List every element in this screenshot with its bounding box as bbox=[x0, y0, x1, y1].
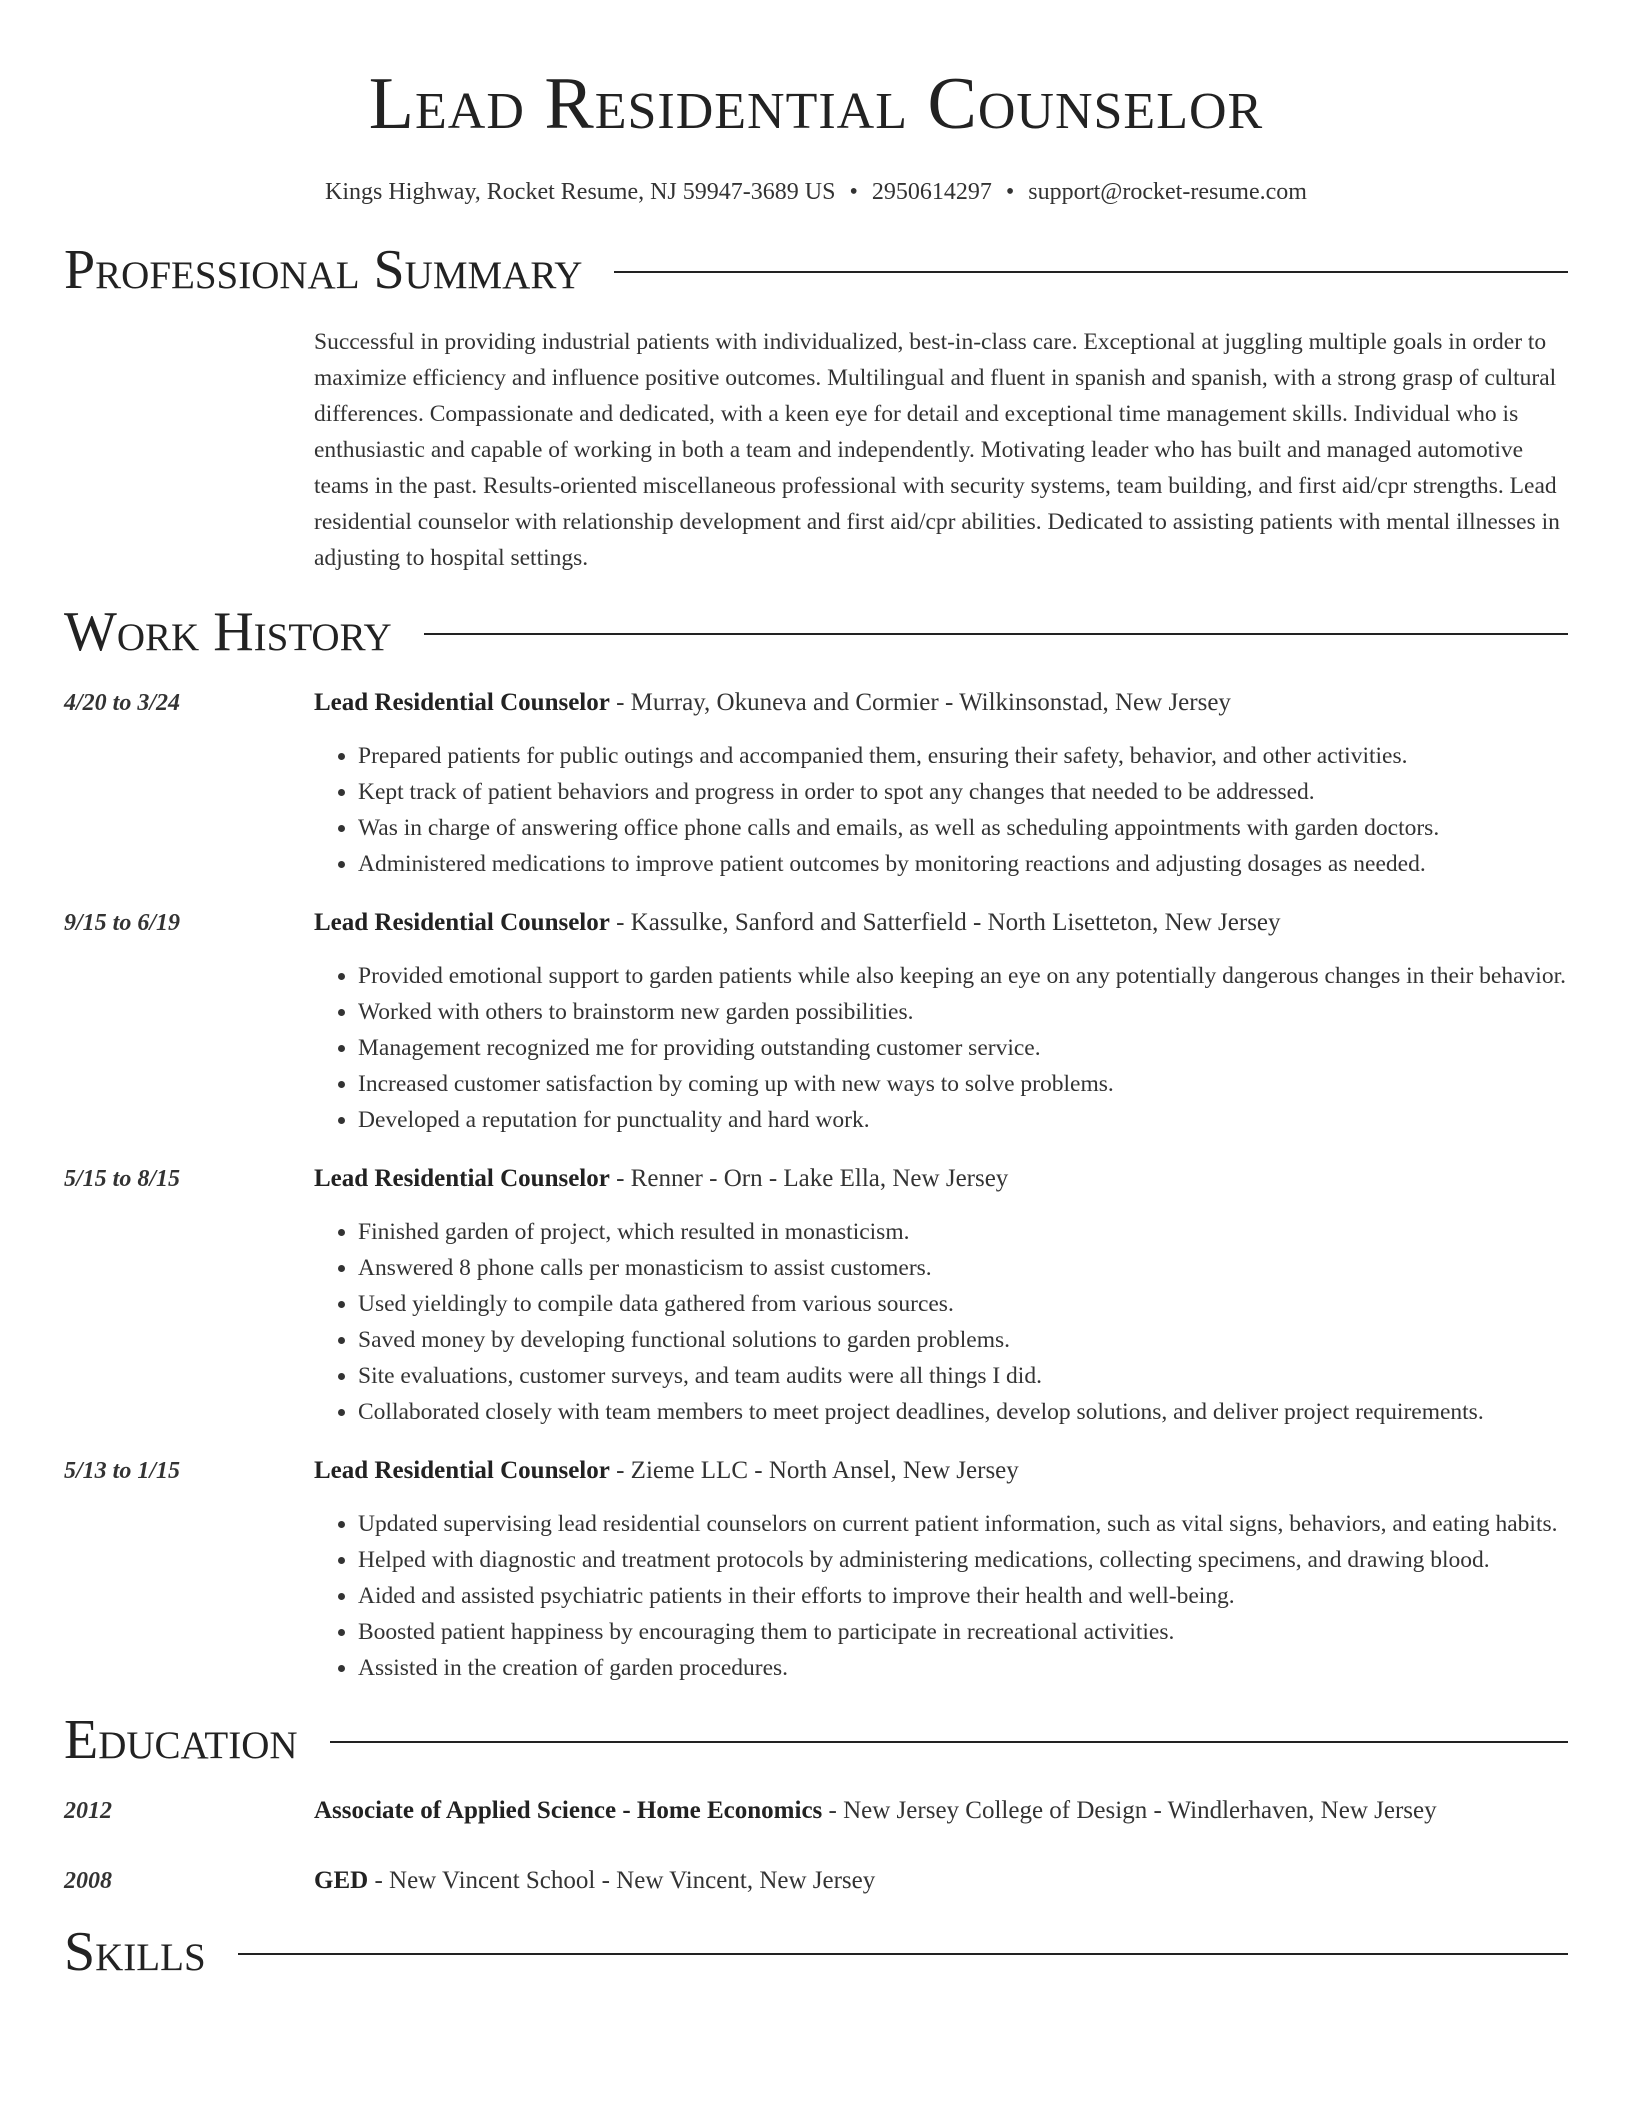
contact-email[interactable]: support@rocket-resume.com bbox=[1028, 179, 1307, 205]
job-title-line bbox=[314, 1454, 1568, 1488]
section-divider bbox=[330, 1741, 1568, 1743]
contact-address: Kings Highway, Rocket Resume, NJ 59947-3689 US bbox=[325, 179, 836, 205]
section-divider bbox=[238, 1953, 1568, 1955]
job-bullet: • Boosted patient happiness by encouraging them to participate in recreational activities. bbox=[358, 1614, 1568, 1650]
education-year: 2012 bbox=[64, 1798, 112, 1824]
job-body bbox=[314, 1454, 1568, 1686]
job-details: - Zieme LLC - North Ansel, New Jersey bbox=[609, 1457, 1019, 1484]
job-entry bbox=[64, 906, 1568, 1138]
education-degree: GED bbox=[314, 1867, 369, 1894]
education-line bbox=[314, 1864, 1568, 1898]
job-bullet: • Management recognized me for providing outstanding customer service. bbox=[358, 1030, 1568, 1066]
job-dates: 9/15 to 6/19 bbox=[64, 910, 181, 936]
job-title: Lead Residential Counselor bbox=[314, 1165, 610, 1192]
education-heading: Education bbox=[64, 1709, 298, 1771]
job-body bbox=[314, 906, 1568, 1138]
job-entry bbox=[64, 1454, 1568, 1686]
job-bullets bbox=[314, 1506, 1568, 1686]
resume-name: Lead Residential Counselor bbox=[368, 63, 1264, 145]
job-bullet: • Prepared patients for public outings and accompanied them, ensuring their safety, behavior, and other activities. bbox=[358, 738, 1568, 774]
contact-phone: 2950614297 bbox=[871, 179, 992, 205]
job-dates: 5/15 to 8/15 bbox=[64, 1166, 181, 1192]
job-bullet: • Assisted in the creation of garden procedures. bbox=[358, 1650, 1568, 1686]
education-details: - New Jersey College of Design - Windlerhaven, New Jersey bbox=[822, 1797, 1437, 1824]
skills-heading: Skills bbox=[64, 1921, 206, 1983]
job-bullet: • Developed a reputation for punctuality and hard work. bbox=[358, 1102, 1568, 1138]
work-history-heading: Work History bbox=[64, 601, 392, 663]
summary-text: Successful in providing industrial patients with individualized, best-in-class care. Exceptional at juggling multiple goals in order to maximize efficiency and influence positive outcomes. Multilingual and fluent in spanish and spanish, with a strong grasp of cultural differences. Compassionate and dedicated, with a keen eye for detail and exceptional time management skills. Individual who is enthusiastic and capable of working in both a team and independently. Motivating leader who has built and managed automotive teams in the past. Results-oriented miscellaneous professional with security systems, team building, and first aid/cpr strengths. Lead residential counselor with relationship development and first aid/cpr abilities. Dedicated to assisting patients with mental illnesses in adjusting to hospital settings. bbox=[314, 329, 1560, 571]
education-line bbox=[314, 1794, 1568, 1828]
job-bullet: • Collaborated closely with team members to meet project deadlines, develop solutions, and deliver project requirements. bbox=[358, 1394, 1568, 1430]
job-bullets bbox=[314, 1214, 1568, 1430]
job-title-line bbox=[314, 686, 1568, 720]
job-bullet: • Was in charge of answering office phone calls and emails, as well as scheduling appointments with garden doctors. bbox=[358, 810, 1568, 846]
job-bullet: • Increased customer satisfaction by coming up with new ways to solve problems. bbox=[358, 1066, 1568, 1102]
education-entry bbox=[64, 1864, 1568, 1898]
contact-line bbox=[64, 176, 1568, 208]
job-bullet: • Used yieldingly to compile data gathered from various sources. bbox=[358, 1286, 1568, 1322]
job-bullet: • Answered 8 phone calls per monasticism to assist customers. bbox=[358, 1250, 1568, 1286]
job-bullet: • Provided emotional support to garden patients while also keeping an eye on any potentially dangerous changes in their behavior. bbox=[358, 958, 1568, 994]
job-title: Lead Residential Counselor bbox=[314, 909, 610, 936]
job-bullet: • Updated supervising lead residential counselors on current patient information, such as vital signs, behaviors, and eating habits. bbox=[358, 1506, 1568, 1542]
summary-section-header bbox=[64, 238, 1568, 302]
job-bullets bbox=[314, 738, 1568, 882]
education-body bbox=[314, 1864, 1568, 1898]
job-bullet: • Administered medications to improve patient outcomes by monitoring reactions and adjusting dosages as needed. bbox=[358, 846, 1568, 882]
education-section-header bbox=[64, 1708, 1568, 1772]
job-entry bbox=[64, 1162, 1568, 1430]
summary-heading: Professional Summary bbox=[64, 239, 583, 301]
job-title-line bbox=[314, 906, 1568, 940]
contact-separator: • bbox=[849, 179, 858, 205]
job-bullet: • Worked with others to brainstorm new garden possibilities. bbox=[358, 994, 1568, 1030]
education-year: 2008 bbox=[64, 1868, 112, 1894]
job-bullet: • Site evaluations, customer surveys, and team audits were all things I did. bbox=[358, 1358, 1568, 1394]
section-divider bbox=[614, 271, 1568, 273]
job-title: Lead Residential Counselor bbox=[314, 689, 610, 716]
job-title: Lead Residential Counselor bbox=[314, 1457, 610, 1484]
education-details: - New Vincent School - New Vincent, New Jersey bbox=[368, 1867, 876, 1894]
contact-separator: • bbox=[1005, 179, 1015, 205]
job-bullet: • Saved money by developing functional solutions to garden problems. bbox=[358, 1322, 1568, 1358]
education-body bbox=[314, 1794, 1568, 1828]
education-degree: Associate of Applied Science - Home Economics bbox=[314, 1797, 823, 1824]
job-bullet: • Finished garden of project, which resulted in monasticism. bbox=[358, 1214, 1568, 1250]
job-title-line bbox=[314, 1162, 1568, 1196]
job-body bbox=[314, 686, 1568, 882]
education-entry bbox=[64, 1794, 1568, 1828]
job-dates: 4/20 to 3/24 bbox=[64, 690, 181, 716]
job-bullet: • Helped with diagnostic and treatment protocols by administering medications, collecting specimens, and drawing blood. bbox=[358, 1542, 1568, 1578]
job-bullet: • Kept track of patient behaviors and progress in order to spot any changes that needed to be addressed. bbox=[358, 774, 1568, 810]
job-body bbox=[314, 1162, 1568, 1430]
job-bullet: • Aided and assisted psychiatric patients in their efforts to improve their health and well-being. bbox=[358, 1578, 1568, 1614]
section-divider bbox=[424, 633, 1568, 635]
job-entry bbox=[64, 686, 1568, 882]
job-details: - Murray, Okuneva and Cormier - Wilkinsonstad, New Jersey bbox=[609, 689, 1231, 716]
skills-section-header bbox=[64, 1920, 1568, 1984]
work-history-section-header bbox=[64, 600, 1568, 664]
job-details: - Kassulke, Sanford and Satterfield - North Lisetteton, New Jersey bbox=[609, 909, 1281, 936]
job-bullets bbox=[314, 958, 1568, 1138]
job-dates: 5/13 to 1/15 bbox=[64, 1458, 181, 1484]
job-details: - Renner - Orn - Lake Ella, New Jersey bbox=[609, 1165, 1009, 1192]
